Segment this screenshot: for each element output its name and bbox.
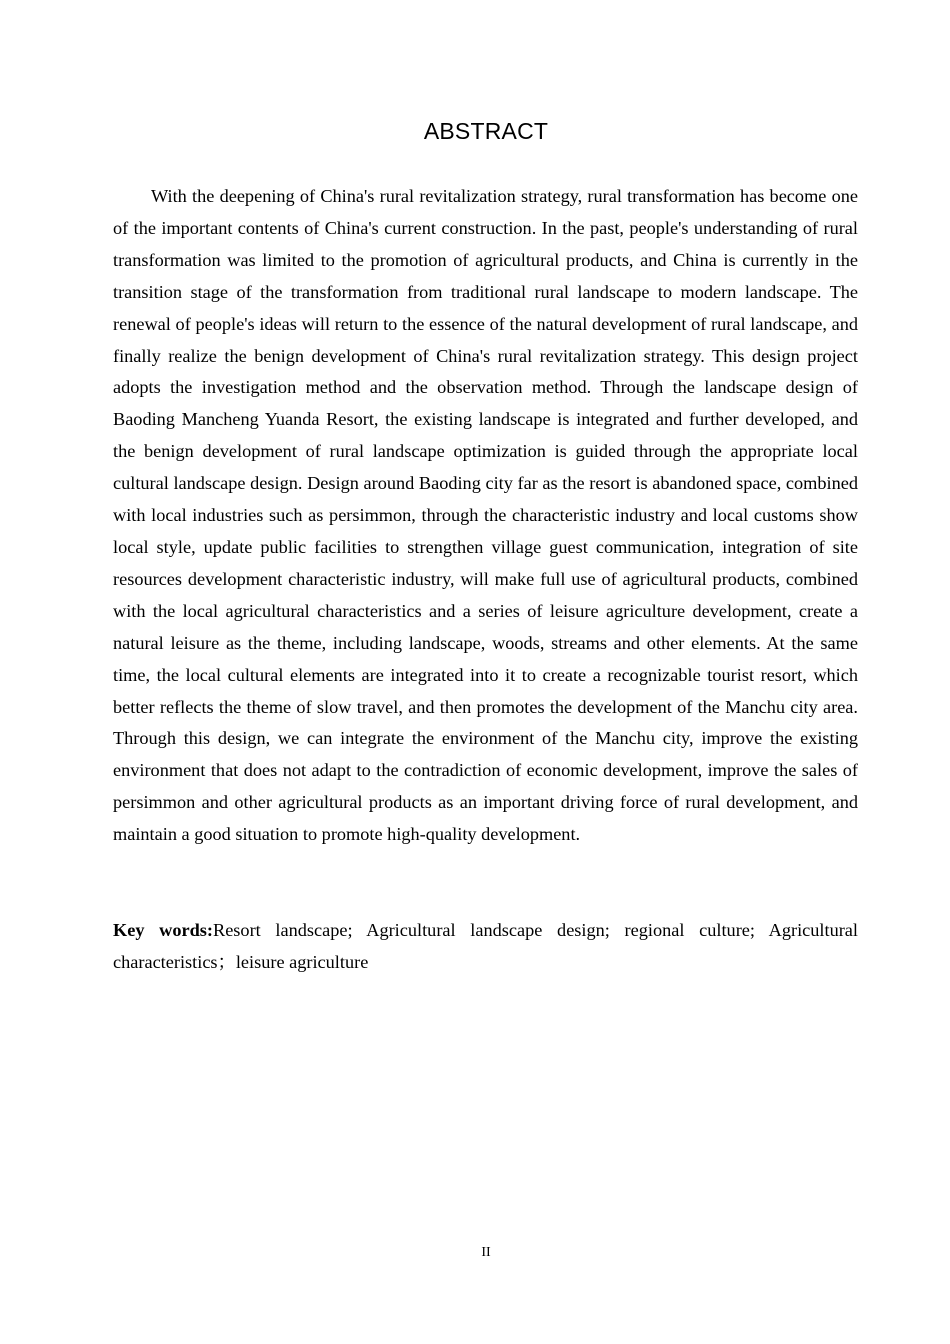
page-number: II (481, 1245, 491, 1260)
keywords-paragraph (113, 915, 858, 979)
keywords-label: Key words: (113, 920, 213, 940)
abstract-title: ABSTRACT (423, 118, 549, 144)
abstract-body: With the deepening of China's rural revitalization strategy, rural transformation has become one of the important contents of China's current construction. In the past, people's understanding of rural transformation was limited to the promotion of agricultural products, and China is currently in the transition stage of the transformation from traditional rural landscape to modern landscape. The renewal of people's ideas will return to the essence of the natural development of rural landscape, and finally realize the benign development of China's rural revitalization strategy. This design project adopts the investigation method and the observation method. Through the landscape design of Baoding Mancheng Yuanda Resort, the existing landscape is integrated and further developed, and the benign development of rural landscape optimization is guided through the appropriate local cultural landscape design. Design around Baoding city far as the resort is abandoned space, combined with local industries such as persimmon, through the characteristic industry and local customs show local style, update public facilities to strengthen village guest communication, integration of site resources development characteristic industry, will make full use of agricultural products, combined with the local agricultural characteristics and a series of leisure agriculture development, create a natural leisure as the theme, including landscape, woods, streams and other elements. At the same time, the local cultural elements are integrated into it to create a recognizable tourist resort, which better reflects the theme of slow travel, and then promotes the development of the Manchu city area. Through this design, we can integrate the environment of the Manchu city, improve the existing environment that does not adapt to the contradiction of economic development, improve the sales of persimmon and other agricultural products as an important driving force of rural development, and maintain a good situation to promote high-quality development. (113, 186, 858, 845)
keywords-text: Resort landscape; Agricultural landscape design; regional culture; Agricultural characteristics；leisure agriculture (113, 920, 859, 972)
